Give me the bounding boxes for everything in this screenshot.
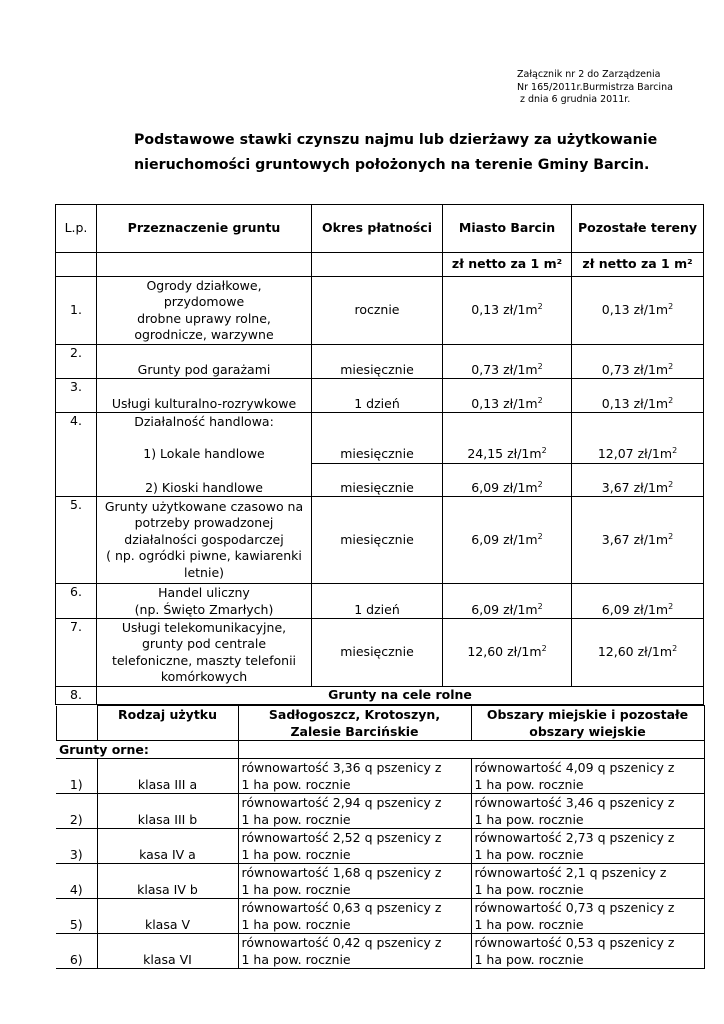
row-purpose-line: telefoniczne, maszty telefonii xyxy=(111,652,297,668)
agri-class-villages-value: 2,52 xyxy=(332,830,361,845)
agri-class-urban-line-1 xyxy=(475,794,702,811)
row-city-rate-unit: zł/1m xyxy=(503,361,538,377)
row-city-rate xyxy=(471,396,542,411)
row-lp xyxy=(56,277,97,345)
row-city-rate xyxy=(471,532,542,547)
row-other xyxy=(572,497,704,584)
agri-class-villages-suffix: q pszenicy z xyxy=(364,830,442,845)
header-lp-text: L.p. xyxy=(64,220,88,236)
agri-class-urban-suffix: q pszenicy z xyxy=(597,760,675,775)
row-city-rate-value: 24,15 xyxy=(467,446,504,461)
agri-class-number-text: 4) xyxy=(69,882,83,897)
row-city-rate xyxy=(471,602,542,617)
agri-class-urban-line-2: 1 ha pow. rocznie xyxy=(474,847,584,862)
agri-class-number xyxy=(56,794,97,829)
agri-subtable xyxy=(56,705,705,969)
row-sub-label: 2) Kioski handlowe xyxy=(145,479,263,495)
agri-class-urban-prefix: równowartość xyxy=(474,865,562,880)
unit-lp-empty xyxy=(56,253,97,277)
agri-header-urban-line: Obszary miejskie i pozostałe xyxy=(486,707,689,722)
agri-class-urban-line-1 xyxy=(475,759,702,776)
agri-class-row xyxy=(56,759,704,794)
row-city-rate xyxy=(471,302,542,317)
row-city-rate xyxy=(467,446,546,461)
row-purpose-line: grunty pod centrale xyxy=(141,636,267,651)
row-lp-text: 2. xyxy=(70,345,82,360)
agri-class-urban-value: 3,46 xyxy=(565,795,594,810)
row-purpose xyxy=(97,277,312,345)
agri-class-villages-line-2: 1 ha pow. rocznie xyxy=(241,812,351,827)
agri-class-villages-line-1 xyxy=(242,759,469,776)
row-other-rate-value: 12,07 xyxy=(597,446,634,461)
attachment-note xyxy=(517,69,673,107)
agri-class-urban-line-2: 1 ha pow. rocznie xyxy=(474,952,584,967)
agri-class-number xyxy=(56,899,97,934)
row-purpose xyxy=(97,379,312,413)
agri-class-urban-suffix: q pszenicy z xyxy=(597,830,675,845)
row-purpose xyxy=(97,497,312,584)
agri-header-row xyxy=(56,706,704,741)
agri-class-villages xyxy=(238,934,471,969)
row-purpose xyxy=(97,345,312,379)
table-row xyxy=(56,497,704,584)
agri-class-name xyxy=(97,794,238,829)
agri-class-urban-line-2: 1 ha pow. rocznie xyxy=(474,917,584,932)
row-purpose xyxy=(97,584,312,619)
agri-class-urban-prefix: równowartość xyxy=(474,900,562,915)
attachment-line-3: z dnia 6 grudnia 2011r. xyxy=(520,94,631,105)
row-period-text: miesięcznie xyxy=(340,644,414,660)
agri-class-number xyxy=(56,759,97,794)
agri-header-villages-line: Zalesie Barcińskie xyxy=(290,724,419,739)
row-other-rate-unit-sup: 2 xyxy=(668,395,674,405)
row-purpose xyxy=(97,619,312,687)
row-city-rate-value: 6,09 xyxy=(471,479,500,495)
row-other-rate xyxy=(602,396,673,411)
agri-class-name xyxy=(97,899,238,934)
row-other xyxy=(572,463,704,497)
agri-class-urban-value: 2,1 xyxy=(565,865,586,880)
agri-class-urban-value: 4,09 xyxy=(565,760,594,775)
agri-class-villages-value: 1,68 xyxy=(332,865,361,880)
row-other-rate xyxy=(602,532,673,547)
agri-class-urban xyxy=(471,759,704,794)
agri-class-number-text: 2) xyxy=(69,812,83,827)
row-purpose-line: Handel uliczny xyxy=(158,585,250,600)
agri-class-villages-suffix: q pszenicy z xyxy=(364,935,442,950)
agri-header-urban xyxy=(471,706,704,741)
agri-class-villages-prefix: równowartość xyxy=(241,900,329,915)
agri-group-empty xyxy=(471,741,704,759)
header-purpose-text: Przeznaczenie gruntu xyxy=(127,220,281,236)
document-title xyxy=(134,128,657,178)
row-period xyxy=(312,619,443,687)
row-period xyxy=(312,379,443,413)
row-period xyxy=(312,497,443,584)
row-city xyxy=(443,463,572,497)
agri-class-urban-prefix: równowartość xyxy=(474,935,562,950)
unit-other xyxy=(572,253,704,277)
row-other-rate xyxy=(602,302,673,317)
agri-class-villages-line-2: 1 ha pow. rocznie xyxy=(241,882,351,897)
agri-class-villages-prefix: równowartość xyxy=(241,935,329,950)
unit-period-empty xyxy=(312,253,443,277)
header-period-text: Okres płatności xyxy=(322,220,432,236)
unit-purpose-empty xyxy=(97,253,312,277)
agri-class-urban-line-1 xyxy=(475,829,702,846)
agri-class-urban-line-2: 1 ha pow. rocznie xyxy=(474,777,584,792)
agri-class-villages-value: 3,36 xyxy=(332,760,361,775)
agri-class-row xyxy=(56,934,704,969)
table-row xyxy=(56,277,704,345)
agri-class-number xyxy=(56,829,97,864)
row-city-rate-unit: zł/1m xyxy=(503,479,538,495)
row-other-rate-unit-sup: 2 xyxy=(672,446,678,455)
agri-class-villages-suffix: q pszenicy z xyxy=(364,900,442,915)
agri-class-urban xyxy=(471,794,704,829)
row-lp xyxy=(56,584,97,619)
row-sub-label: 1) Lokale handlowe xyxy=(143,446,265,461)
agri-title-text: Grunty na cele rolne xyxy=(328,687,472,703)
agri-class-row xyxy=(56,829,704,864)
row-other xyxy=(572,413,704,464)
row-purpose-line: drobne uprawy rolne, xyxy=(137,310,271,326)
agri-class-villages-line-1 xyxy=(242,864,469,881)
agri-class-number-text: 1) xyxy=(69,777,83,792)
agri-class-row xyxy=(56,864,704,899)
row-period xyxy=(312,345,443,379)
row-city-rate-value: 6,09 xyxy=(471,601,500,617)
row-period-text: miesięcznie xyxy=(340,531,414,547)
row-purpose-line: letnie) xyxy=(183,564,225,580)
agri-class-villages-suffix: q pszenicy z xyxy=(364,865,442,880)
attachment-line-1: Załącznik nr 2 do Zarządzenia xyxy=(517,69,661,80)
header-other-text: Pozostałe tereny xyxy=(577,220,698,236)
agri-class-urban-value: 2,73 xyxy=(565,830,594,845)
row-other-rate-unit-sup: 2 xyxy=(668,361,674,371)
row-purpose-line: Grunty użytkowane czasowo na xyxy=(104,498,304,514)
row-city-rate-unit: zł/1m xyxy=(503,531,538,547)
agri-class-name-text: klasa V xyxy=(144,917,191,932)
attachment-line-2: Nr 165/2011r.Burmistrza Barcina xyxy=(517,81,673,93)
agri-group-label-text: Grunty orne: xyxy=(59,742,149,757)
agri-header-villages-line: Sadłogoszcz, Krotoszyn, xyxy=(268,707,441,722)
row-city-rate-unit: zł/1m xyxy=(507,446,542,461)
row-other-rate xyxy=(598,644,677,659)
row-other-rate-value: 12,60 xyxy=(597,644,634,660)
agri-class-urban xyxy=(471,899,704,934)
agri-class-villages xyxy=(238,864,471,899)
row-purpose xyxy=(97,413,312,464)
agri-class-urban-suffix: q pszenicy z xyxy=(597,935,675,950)
row-purpose-line: ogrodnicze, warzywne xyxy=(134,327,274,342)
row-lp-text: 4. xyxy=(70,413,82,428)
row-other-rate-value: 0,13 xyxy=(601,395,630,411)
row-city-rate-value: 0,13 xyxy=(471,302,500,318)
header-city xyxy=(443,205,572,253)
agri-class-villages-line-1 xyxy=(242,794,469,811)
agri-class-villages-suffix: q pszenicy z xyxy=(364,795,442,810)
agri-class-villages-prefix: równowartość xyxy=(241,760,329,775)
row-city-rate-unit: zł/1m xyxy=(503,302,538,318)
agri-class-villages-value: 0,63 xyxy=(332,900,361,915)
header-row xyxy=(56,205,704,253)
row-lp-text: 6. xyxy=(70,584,82,599)
row-purpose-line: Usługi telekomunikacyjne, xyxy=(121,619,287,635)
row-city-rate-unit: zł/1m xyxy=(503,601,538,617)
table-row xyxy=(56,584,704,619)
agri-class-urban-value: 0,53 xyxy=(565,935,594,950)
table-row xyxy=(56,463,704,497)
row-period xyxy=(312,413,443,464)
row-city-rate-unit-sup: 2 xyxy=(537,395,543,405)
row-other-rate-unit-sup: 2 xyxy=(668,479,674,489)
agri-class-name-text: kasa IV a xyxy=(139,847,196,862)
agri-class-number xyxy=(56,934,97,969)
agri-group-row xyxy=(56,741,704,759)
row-other xyxy=(572,345,704,379)
row-other xyxy=(572,584,704,619)
agri-class-row xyxy=(56,899,704,934)
rates-table xyxy=(55,204,704,969)
row-other-rate xyxy=(602,362,673,377)
agri-lp-text: 8. xyxy=(70,687,82,703)
agri-header-type xyxy=(97,706,238,741)
row-city-rate-value: 0,73 xyxy=(471,361,500,377)
agri-class-urban-prefix: równowartość xyxy=(474,830,562,845)
row-period xyxy=(312,584,443,619)
row-other-rate-unit: zł/1m xyxy=(633,395,669,411)
agri-class-villages-suffix: q pszenicy z xyxy=(364,760,442,775)
row-purpose-line: (np. Święto Zmarłych) xyxy=(134,601,274,617)
row-city xyxy=(443,584,572,619)
row-city-rate-unit-sup: 2 xyxy=(541,644,547,654)
row-other-rate-unit: zł/1m xyxy=(633,361,669,377)
row-city xyxy=(443,619,572,687)
agri-class-urban xyxy=(471,864,704,899)
row-lp xyxy=(56,413,97,497)
row-city xyxy=(443,345,572,379)
agri-body-cell xyxy=(56,705,704,970)
unit-city xyxy=(443,253,572,277)
row-period-text: miesięcznie xyxy=(340,446,414,461)
row-other-rate-value: 3,67 xyxy=(601,531,630,547)
row-period-text: miesięcznie xyxy=(340,361,414,377)
row-lp xyxy=(56,345,97,379)
row-city xyxy=(443,379,572,413)
table-row xyxy=(56,619,704,687)
row-city xyxy=(443,413,572,464)
row-other-rate xyxy=(598,446,677,461)
row-purpose-line: Działalność handlowa: xyxy=(134,413,274,429)
row-period xyxy=(312,277,443,345)
row-purpose-line: ( np. ogródki piwne, kawiarenki xyxy=(106,548,302,564)
agri-class-villages-value: 2,94 xyxy=(332,795,361,810)
agri-class-name-text: klasa VI xyxy=(143,952,192,967)
agri-class-row xyxy=(56,794,704,829)
table-row xyxy=(56,345,704,379)
agri-class-urban-line-2: 1 ha pow. rocznie xyxy=(474,812,584,827)
row-lp-text: 1. xyxy=(70,302,82,318)
row-purpose-line: Usługi kulturalno-rozrywkowe xyxy=(111,395,297,411)
row-period xyxy=(312,463,443,497)
row-lp xyxy=(56,497,97,584)
agri-class-villages xyxy=(238,794,471,829)
agri-header-empty xyxy=(56,706,97,741)
row-other-rate-value: 6,09 xyxy=(601,601,630,617)
row-other xyxy=(572,277,704,345)
agri-class-number xyxy=(56,864,97,899)
unit-row xyxy=(56,253,704,277)
agri-class-name xyxy=(97,864,238,899)
agri-class-urban xyxy=(471,829,704,864)
row-city-rate xyxy=(467,644,546,659)
table-row xyxy=(56,413,704,464)
agri-body-row xyxy=(56,705,704,970)
row-city-rate-value: 6,09 xyxy=(471,531,500,547)
agri-class-villages xyxy=(238,829,471,864)
row-other-rate-unit: zł/1m xyxy=(633,601,669,617)
row-city-rate xyxy=(471,362,542,377)
agri-class-villages-prefix: równowartość xyxy=(241,795,329,810)
agri-class-urban-suffix: q pszenicy z xyxy=(597,795,675,810)
agri-class-urban-line-1 xyxy=(475,864,702,881)
row-city xyxy=(443,277,572,345)
agri-title xyxy=(97,687,704,705)
agri-class-villages-line-2: 1 ha pow. rocznie xyxy=(241,847,351,862)
row-other-rate-unit-sup: 2 xyxy=(668,601,674,611)
unit-other-text: zł netto za 1 m² xyxy=(582,256,693,272)
row-city-rate-unit-sup: 2 xyxy=(537,361,543,371)
row-other-rate-value: 0,13 xyxy=(601,302,630,318)
row-city-rate-unit-sup: 2 xyxy=(537,531,543,541)
row-city-rate-unit-sup: 2 xyxy=(541,446,547,455)
agri-class-urban-line-2: 1 ha pow. rocznie xyxy=(474,882,584,897)
row-city-rate xyxy=(471,480,542,495)
agri-class-villages-line-2: 1 ha pow. rocznie xyxy=(241,917,351,932)
row-other-rate-unit: zł/1m xyxy=(633,479,669,495)
agri-class-name xyxy=(97,759,238,794)
row-purpose-line: przydomowe xyxy=(163,294,245,309)
agri-class-villages-value: 0,42 xyxy=(332,935,361,950)
row-city-rate-value: 12,60 xyxy=(467,644,504,660)
row-other xyxy=(572,379,704,413)
unit-city-text: zł netto za 1 m² xyxy=(451,256,563,272)
row-lp xyxy=(56,379,97,413)
agri-class-villages-prefix: równowartość xyxy=(241,830,329,845)
row-city-rate-unit: zł/1m xyxy=(503,395,538,411)
agri-class-name-text: klasa IV b xyxy=(137,882,198,897)
header-other xyxy=(572,205,704,253)
agri-class-urban-line-1 xyxy=(475,899,702,916)
row-period-text: rocznie xyxy=(354,302,400,318)
row-other-rate-unit-sup: 2 xyxy=(672,644,678,654)
agri-class-number-text: 3) xyxy=(69,847,83,862)
row-other-rate-unit: zł/1m xyxy=(637,644,673,660)
agri-class-name-text: klasa III b xyxy=(137,812,198,827)
agri-header-type-text: Rodzaj użytku xyxy=(117,707,218,722)
title-line-2: nieruchomości gruntowych położonych na terenie Gminy Barcin. xyxy=(134,157,650,173)
agri-class-number-text: 6) xyxy=(69,952,83,967)
agri-header-villages xyxy=(238,706,471,741)
agri-class-villages-prefix: równowartość xyxy=(241,865,329,880)
header-period xyxy=(312,205,443,253)
row-city xyxy=(443,497,572,584)
row-other-rate-unit-sup: 2 xyxy=(668,531,674,541)
agri-class-villages-line-1 xyxy=(242,829,469,846)
agri-class-urban-suffix: q pszenicy z xyxy=(589,865,667,880)
row-purpose-line: komórkowych xyxy=(160,669,248,684)
agri-class-urban-prefix: równowartość xyxy=(474,760,562,775)
row-lp-text: 7. xyxy=(70,619,82,634)
agri-class-villages-line-2: 1 ha pow. rocznie xyxy=(241,952,351,967)
agri-class-villages-line-2: 1 ha pow. rocznie xyxy=(241,777,351,792)
agri-header-urban-line: obszary wiejskie xyxy=(529,724,646,739)
row-purpose-line: Ogrody działkowe, xyxy=(146,277,262,293)
row-period-text: 1 dzień xyxy=(354,395,400,411)
agri-class-villages xyxy=(238,759,471,794)
header-lp xyxy=(56,205,97,253)
row-city-rate-unit-sup: 2 xyxy=(537,302,543,312)
agri-class-name xyxy=(97,829,238,864)
row-purpose-line: działalności gospodarczej xyxy=(124,531,284,547)
header-city-text: Miasto Barcin xyxy=(458,220,556,236)
agri-lp xyxy=(56,687,97,705)
row-other-rate xyxy=(602,480,673,495)
agri-class-urban xyxy=(471,934,704,969)
agri-class-urban-value: 0,73 xyxy=(565,900,594,915)
header-purpose xyxy=(97,205,312,253)
row-city-rate-unit-sup: 2 xyxy=(537,601,543,611)
row-purpose-line: Grunty pod garażami xyxy=(137,361,271,377)
row-purpose xyxy=(97,463,312,497)
row-other-rate-value: 0,73 xyxy=(601,361,630,377)
agri-class-urban-line-1 xyxy=(475,934,702,951)
agri-group-empty xyxy=(238,741,471,759)
agri-class-number-text: 5) xyxy=(69,917,83,932)
row-period-text: miesięcznie xyxy=(340,479,414,495)
agri-class-urban-suffix: q pszenicy z xyxy=(597,900,675,915)
row-purpose-line: potrzeby prowadzonej xyxy=(134,515,274,531)
row-city-rate-value: 0,13 xyxy=(471,395,500,411)
row-other-rate-unit-sup: 2 xyxy=(668,302,674,312)
title-line-1: Podstawowe stawki czynszu najmu lub dzierżawy za użytkowanie xyxy=(134,132,658,148)
row-city-rate-unit: zł/1m xyxy=(507,644,542,660)
row-other-rate-unit: zł/1m xyxy=(633,531,669,547)
agri-class-name-text: klasa III a xyxy=(137,777,198,792)
row-other-rate-value: 3,67 xyxy=(601,479,630,495)
agri-class-name xyxy=(97,934,238,969)
row-lp-text: 5. xyxy=(70,497,82,512)
row-lp xyxy=(56,619,97,687)
agri-title-row xyxy=(56,687,704,705)
agri-class-villages xyxy=(238,899,471,934)
agri-class-villages-line-1 xyxy=(242,899,469,916)
row-city-rate-unit-sup: 2 xyxy=(537,479,543,489)
row-other xyxy=(572,619,704,687)
row-lp-text: 3. xyxy=(70,379,82,394)
agri-group-label xyxy=(56,741,238,759)
agri-class-villages-line-1 xyxy=(242,934,469,951)
row-other-rate xyxy=(602,602,673,617)
row-period-text: 1 dzień xyxy=(354,601,400,617)
agri-class-urban-prefix: równowartość xyxy=(474,795,562,810)
row-other-rate-unit: zł/1m xyxy=(633,302,669,318)
row-other-rate-unit: zł/1m xyxy=(637,446,673,461)
table-row xyxy=(56,379,704,413)
